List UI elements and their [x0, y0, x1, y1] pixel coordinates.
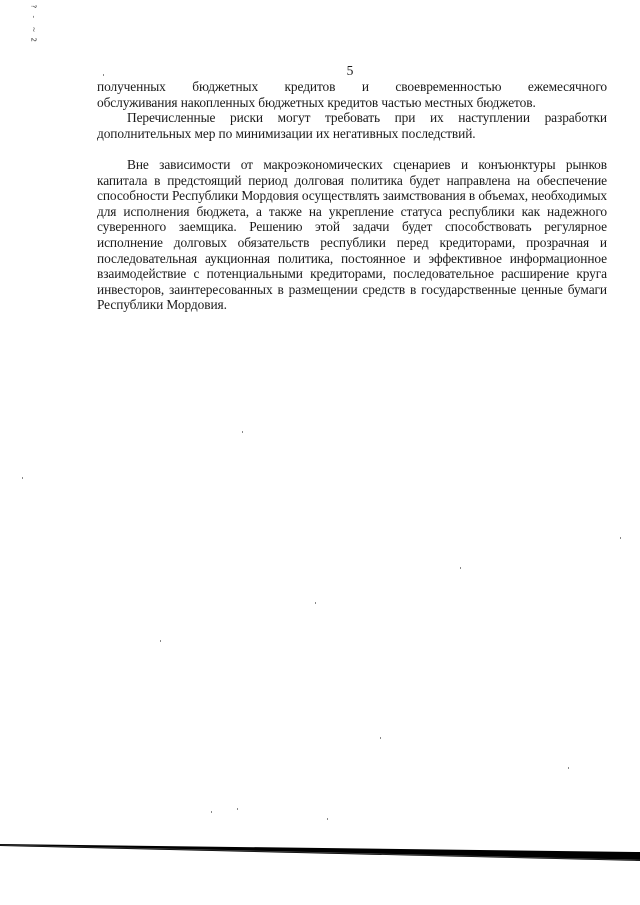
margin-mark: ~ [29, 26, 38, 33]
scan-speck [568, 767, 569, 769]
scan-speck [242, 431, 243, 433]
scan-speck [327, 818, 328, 820]
scan-speck [237, 808, 238, 810]
text-block-top [97, 79, 607, 141]
paragraph-continuation-line1: полученных бюджетных кредитов и своевременностью ежемесячного [97, 79, 607, 94]
scan-speck [380, 737, 381, 739]
margin-mark: 2 [29, 37, 38, 42]
paragraph-debt-policy: Вне зависимости от макроэкономических сценариев и конъюнктуры рынков капитала в предстоящий период долговая политика будет направлена на обеспечение способности Республики Мордовия осуществлять заимствования в объемах, необходимых для исполнения бюджета, а также на укрепление статуса республики как надежного суверенного заемщика. Решению этой задачи будет способствовать регулярное исполнение долговых обязательств республики перед кредиторами, прозрачная и последовательная аукционная политика, постоянное и эффективное информационное взаимодействие с потенциальными кредиторами, последовательное расширение круга инвесторов, заинтересованных в размещении средств в государственные ценные бумаги Республики Мордовия. [97, 157, 607, 313]
margin-mark: ? [29, 4, 38, 9]
scan-speck [620, 537, 621, 539]
scan-speck [315, 602, 316, 604]
margin-mark: - [29, 15, 38, 19]
scan-speck [160, 640, 161, 642]
text-block-debt-policy [97, 157, 607, 313]
margin-marks [28, 4, 38, 48]
scan-speck [211, 811, 212, 813]
scan-speck [22, 477, 23, 479]
paragraph-continuation-line2: обслуживания накопленных бюджетных кредитов частью местных бюджетов. [97, 94, 536, 110]
scan-speck [460, 567, 461, 569]
page-number: 5 [346, 63, 354, 78]
scan-speck [103, 74, 104, 76]
scan-edge-bar [0, 840, 640, 865]
paragraph-risks: Перечисленные риски могут требовать при их наступлении разработки дополнительных мер по минимизации их негативных последствий. [97, 110, 607, 141]
